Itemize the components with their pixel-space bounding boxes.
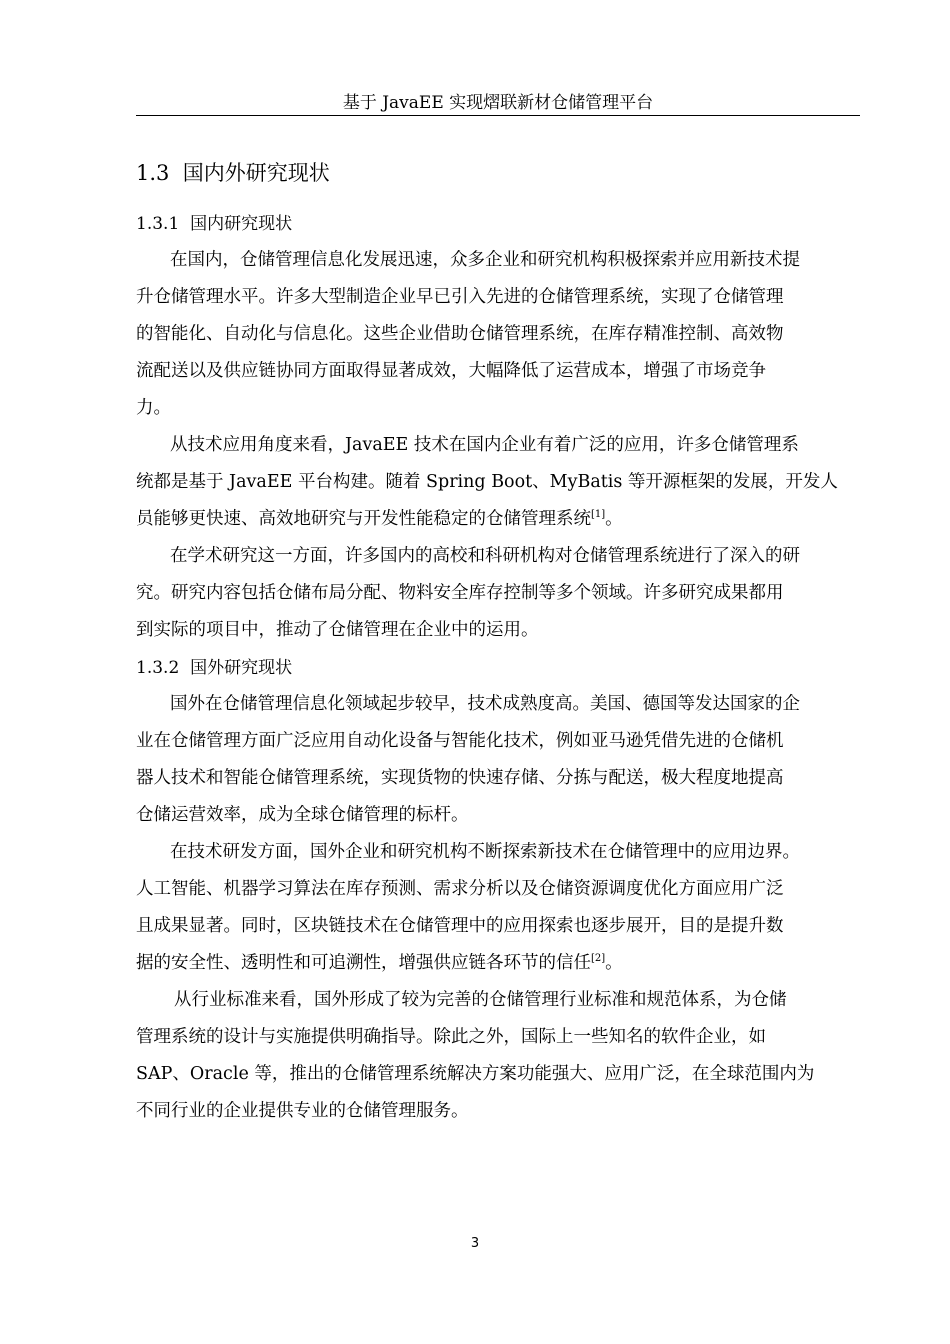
paragraph-line: 在国内，仓储管理信息化发展迅速，众多企业和研究机构积极探索并应用新技术提 xyxy=(170,250,800,270)
running-header: 基于 JavaEE 实现熠联新材仓储管理平台 xyxy=(342,93,654,113)
section-heading xyxy=(136,158,330,188)
paragraph-line: 统都是基于 JavaEE 平台构建。随着 Spring Boot、MyBatis 等开源框架的发展，开发人 xyxy=(136,472,838,492)
paragraph-line: 器人技术和智能仓储管理系统，实现货物的快速存储、分拣与配送，极大程度地提高 xyxy=(136,768,784,788)
paragraph-text: 。 xyxy=(605,509,623,529)
paragraph-line: 在学术研究这一方面，许多国内的高校和科研机构对仓储管理系统进行了深入的研 xyxy=(170,546,800,566)
paragraph-text: 。 xyxy=(605,953,623,973)
paragraph-international-overview xyxy=(136,686,860,834)
paragraph-line: 到实际的项目中，推动了仓储管理在企业中的运用。 xyxy=(136,620,539,640)
paragraph-line: 在技术研发方面，国外企业和研究机构不断探索新技术在仓储管理中的应用边界。 xyxy=(170,842,800,862)
paragraph-line: 人工智能、机器学习算法在库存预测、需求分析以及仓储资源调度优化方面应用广泛 xyxy=(136,879,784,899)
subsection-number: 1.3.1 xyxy=(136,214,180,234)
section-number: 1.3 xyxy=(136,161,170,185)
paragraph-line: 仓储运营效率，成为全球仓储管理的标杆。 xyxy=(136,805,469,825)
header-rule xyxy=(136,115,860,116)
subsection-heading-international xyxy=(136,656,292,680)
paragraph-international-standards xyxy=(136,982,860,1130)
subsection-heading-domestic xyxy=(136,212,292,236)
citation-2: [2] xyxy=(591,953,606,964)
paragraph-line-with-citation xyxy=(136,501,860,538)
paragraph-line: SAP、Oracle 等，推出的仓储管理系统解决方案功能强大、应用广泛，在全球范围内为 xyxy=(136,1064,815,1084)
paragraph-line: 且成果显著。同时，区块链技术在仓储管理中的应用探索也逐步展开，目的是提升数 xyxy=(136,916,784,936)
paragraph-international-research xyxy=(136,834,860,982)
paragraph-line: 流配送以及供应链协同方面取得显著成效，大幅降低了运营成本，增强了市场竞争 xyxy=(136,361,766,381)
paragraph-text: 据的安全性、透明性和可追溯性，增强供应链各环节的信任 xyxy=(136,953,591,973)
paragraph-domestic-overview xyxy=(136,242,860,427)
subsection-number: 1.3.2 xyxy=(136,658,180,678)
citation-1: [1] xyxy=(591,509,606,520)
paragraph-domestic-academic xyxy=(136,538,860,649)
paragraph-line: 不同行业的企业提供专业的仓储管理服务。 xyxy=(136,1101,469,1121)
subsection-title: 国内研究现状 xyxy=(190,214,293,234)
paragraph-line: 从技术应用角度来看，JavaEE 技术在国内企业有着广泛的应用，许多仓储管理系 xyxy=(170,435,799,455)
section-title: 国内外研究现状 xyxy=(182,161,330,185)
paragraph-line: 究。研究内容包括仓储布局分配、物料安全库存控制等多个领域。许多研究成果都用 xyxy=(136,583,784,603)
page-number: 3 xyxy=(470,1236,480,1251)
paragraph-line: 国外在仓储管理信息化领域起步较早，技术成熟度高。美国、德国等发达国家的企 xyxy=(170,694,800,714)
paragraph-line-with-citation xyxy=(136,945,860,982)
paragraph-line: 管理系统的设计与实施提供明确指导。除此之外，国际上一些知名的软件企业，如 xyxy=(136,1027,766,1047)
paragraph-line: 力。 xyxy=(136,398,171,418)
paragraph-line: 升仓储管理水平。许多大型制造企业早已引入先进的仓储管理系统，实现了仓储管理 xyxy=(136,287,784,307)
paragraph-domestic-technology xyxy=(136,427,860,538)
paragraph-text: 员能够更快速、高效地研究与开发性能稳定的仓储管理系统 xyxy=(136,509,591,529)
paragraph-line: 从行业标准来看，国外形成了较为完善的仓储管理行业标准和规范体系，为仓储 xyxy=(174,990,787,1010)
paragraph-line: 的智能化、自动化与信息化。这些企业借助仓储管理系统，在库存精准控制、高效物 xyxy=(136,324,784,344)
paragraph-line: 业在仓储管理方面广泛应用自动化设备与智能化技术，例如亚马逊凭借先进的仓储机 xyxy=(136,731,784,751)
subsection-title: 国外研究现状 xyxy=(190,658,293,678)
